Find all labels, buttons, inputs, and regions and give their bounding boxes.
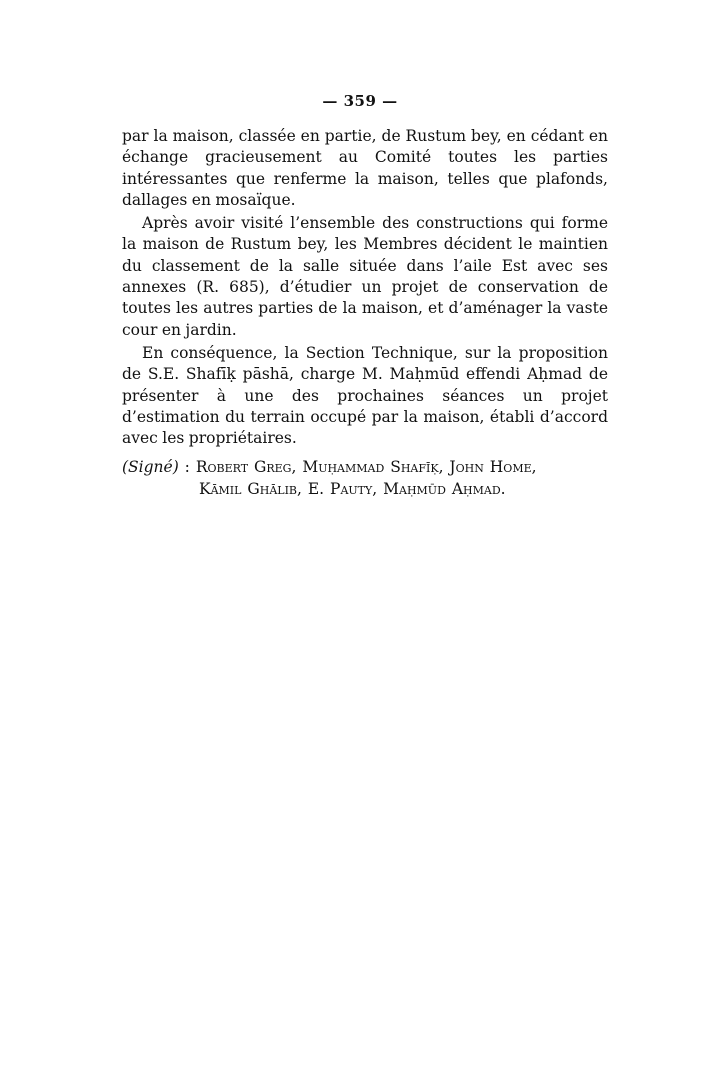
signature-line-1 (122, 457, 608, 478)
paragraph-2: Après avoir visité l’ensemble des constructions qui forme la maison de Rustum bey, les Membres décident le maintien du classement de la salle située dans l’aile Est avec ses annexes (R. 685), d’étudier un projet de conservation de toutes les autres parties de la maison, et d’aménager la vaste cour en jardin. (122, 214, 608, 339)
signature-separator: : (178, 458, 196, 477)
signatories-line-2: Kāmil Ghālib, E. Pauty, Maḥmūd Aḥmad. (199, 479, 506, 498)
body-text (122, 126, 608, 500)
signatories-line-1: Robert Greg, Muḥammad Shafīḳ, John Home, (195, 458, 537, 477)
paragraph-1: par la maison, classée en partie, de Rustum bey, en cédant en échange gracieusement au Comité toutes les parties intéressantes que renferme la maison, telles que plafonds, dallages en mosaïque. (122, 127, 608, 209)
paragraph-3: En conséquence, la Section Technique, sur la proposition de S.E. Shafīḳ pāshā, charge M. Maḥmūd effendi Aḥmad de présenter à une des prochaines séances un projet d’estimation du terrain occupé par la maison, établi d’accord avec les propriétaires. (122, 343, 608, 448)
signature-label: (Signé) (122, 458, 179, 477)
page-number: — 359 — (322, 92, 398, 110)
